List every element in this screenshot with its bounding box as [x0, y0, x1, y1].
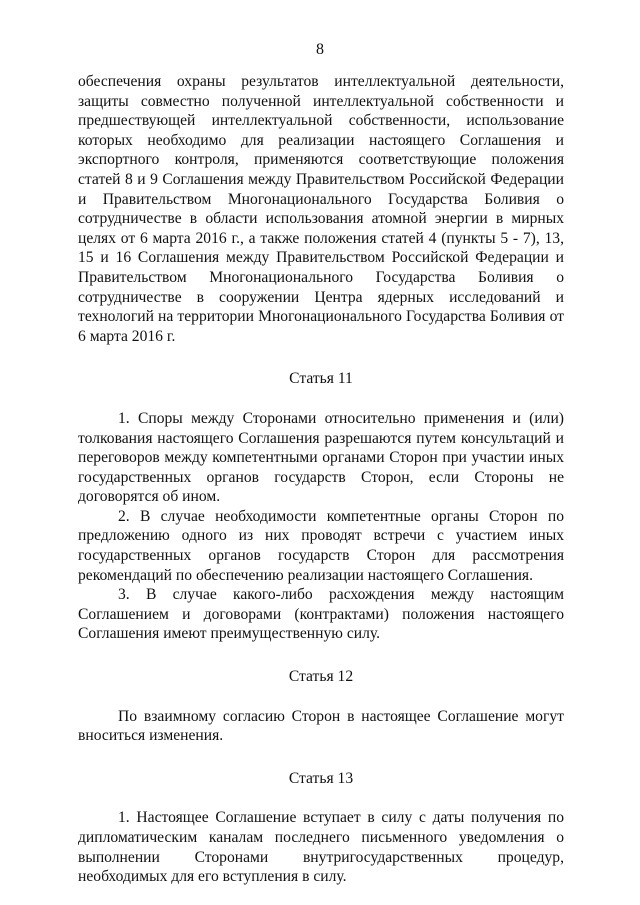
article-11-item-2: 2. В случае необходимости компетентные органы Сторон по предложению одного из них проводят встречи с участием иных государственных органов государств Сторон для рассмотрения рекомендаций по обеспечению реализации настоящего Соглашения. [78, 507, 564, 584]
document-body [78, 72, 564, 887]
article-12-item-1: По взаимному согласию Сторон в настоящее Соглашение могут вноситься изменения. [78, 707, 564, 745]
article-11-heading: Статья 11 [289, 370, 353, 388]
article-11-item-1: 1. Споры между Сторонами относительно применения и (или) толкования настоящего Соглашения разрешаются путем консультаций и переговоров между компетентными органами Сторон при участии иных государственных органов государств Сторон, если Стороны не договорятся об ином. [78, 409, 564, 506]
page-number: 8 [316, 41, 324, 58]
article-11-item-3: 3. В случае какого-либо расхождения между настоящим Соглашением и договорами (контрактами) положения настоящего Соглашения имеют преимущественную силу. [78, 586, 564, 643]
article-12-heading: Статья 12 [288, 668, 354, 686]
article-13-item-1: 1. Настоящее Соглашение вступает в силу с даты получения по дипломатическим каналам последнего письменного уведомления о выполнении Сторонами внутригосударственных процедур, необходимых для его вступления в силу. [78, 809, 564, 886]
continuation-paragraph: обеспечения охраны результатов интеллектуальной деятельности, защиты совместно полученной интеллектуальной собственности и предшествующей интеллектуальной собственности, использование которых необходимо для реализации настоящего Соглашения и экспортного контроля, применяются соответствующие положения статей 8 и 9 Соглашения между Правительством Российской Федерации и Правительством Многонационального Государства Боливия о сотрудничестве в области использования атомной энергии в мирных целях от 6 марта 2016 г., а также положения статей 4 (пункты 5 - 7), 13, 15 и 16 Соглашения между Правительством Российской Федерации и Правительством Многонационального Государства Боливия о сотрудничестве в сооружении Центра ядерных исследований и технологий на территории Многонационального Государства Боливия от 6 марта 2016 г. [78, 73, 564, 345]
article-13-heading: Статья 13 [288, 769, 354, 787]
